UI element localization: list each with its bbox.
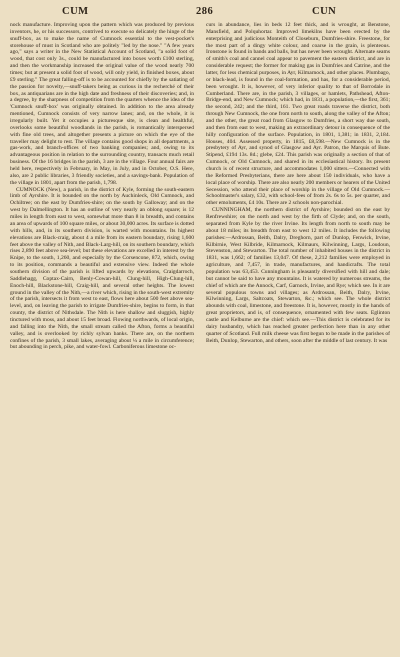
page-number: 286 (196, 6, 214, 17)
header-right-keyword: CUN (312, 6, 337, 17)
right-column (206, 22, 390, 654)
text-columns (10, 22, 390, 654)
paragraph: CUMNOCK (New), a parish, in the district of Kyle, forming the south-eastern limb of Ayrshire. It is bounded on the north by Auchinleck, Old Cumnock, and Ochiltree; on the east by Dumfries-shire; on the south by Galloway; and on the west by Dalmellington. It has an outline of very nearly an oblong square; is 12 miles in length from east to west, somewhat more than 8 in breadth, and contains an area of upwards of 100 square miles, or about 30,000 acres. Its surface is dotted with hills, and, in its southern division, is warted with mountains. Its highest elevations are Black-craig, about 4 a mile from its eastern boundary, rising 1,600 feet above the valley of Nith, and Black-Larg-hill, on its southern boundary, which rises 2,890 feet above sea-level; but these elevations are excelled in interest by the Knipe, to the south, 1,260, and especially by the Corsencone, 872, which, owing to its position, commands a beautiful and extensive view. Indeed the whole southern division of the parish is lifted upwards by elevations, Craigdarroch, Saddlehagg, Coptax-Cairn, Benly-Cowan-hill, Clung-hill, High-Clung-hill, Enoch-hill, Blackstone-hill, Craig-hill, and several other heights. The lowest ground in the valley of the Nith,—a river which, rising in the south-west extremity of the parish, intersects it from west to east, flows here about 500 feet above sea-level, and, on leaving the parish to irrigate Dumfries-shire, begins to form, in that county, the district of Nithsdale. The Nith is here shallow and sluggish, highly tinctured with moss, and about 15 feet broad. Flowing northwards, of local origin, and falling into the Nith, the small stream called the Afton, forms a beautiful valley, and is overlooked by richly sylvan banks. There are, on the northern confines of the parish, 3 small lakes, averaging about ¼ a mile in circumference; but abounding in perch, pike, and water-fowl. Carboniferous limestone oc- (10, 186, 194, 351)
paragraph: curs in abundance, lies in beds 12 feet thick, and is wrought, at Benstone, Mansfield, and Polquhortar. Improved limekilns have been erected by the enterprising and judicious Monteith of Closeburn, Dumfries-shire. Freestone, for the most part of a dingy white colour, and coarse in the grain, is plenteous. Ironstone is found in bands and balls, but has never been wrought. Alternate seams of smith's coal and cannel coal appear to pavement the eastern district, and are in considerable request; the former for making gas in Dumfries and Catrine, and the latter, for less chemical purposes, in Ayr, Kilmarnock, and other places. Plumbago, or black-lead, is found in the coal-formation, and has, for a considerable period, been wrought. It is, however, of very inferior quality to that of Borrodale in Cumberland. There are, in the parish, 3 villages, or hamlets, Pathshead, Afton-Bridge-end, and New Cumnock; which had, in 1831, a population,—the first, 361; the second, 242; and the third, 161. Two great roads traverse the district, both through New Cumnock, the one from north to south, along the valley of the Afton; and the other, the great road from Glasgow to Dumfries, a short way due south, and then from east to west, making an extraordinary detour in consequence of the hilly configuration of the surface. Population, in 1801, 1,381; in 1831, 2,184. Houses, 404. Assessed property, in 1815, £8,598.—New Cumnock is in the presbytery of Ayr, and synod of Glasgow and Ayr. Patron, the Marquis of Bute. Stipend, £194 13s. 8d.; glebe, £24. This parish was originally a section of that of Cumnock, or Old Cumnock, and shared in its ecclesiastical history. Its present church is of recent structure, and accommodates 1,000 sitters.—Connected with the Reformed Presbyterians, there are here about 150 individuals, who have a local place of worship. There are also nearly 200 members or hearers of the United Secession, who attend their place of worship in the village of Old Cumnock.—Schoolmaster's salary, £32, with school-fees of from 2s. 6s to 5s. per quarter, and other emoluments, £4 10s. There are 2 schools non-parochial. (206, 22, 390, 207)
left-column (10, 22, 194, 654)
header-left-keyword: CUM (62, 6, 89, 17)
running-header (10, 4, 390, 20)
paragraph: nock manufacture. Improving upon the pattern which was produced by previous inventors, he, or his successors, contrived to execute so delicately the hinge of the snuff-box, as to make the name of Cumnock essential to the vest-pocket's storehouse of must in Scotland who are politely "led by the nose." "A few years ago," says a writer in the New Statistical Account of Scotland, "a solid foot of wood, that cost only 3s., could be manufactured into boxes worth £100 sterling, and then the workmanship increased the original value of the wood nearly 700 times; but at present a solid foot of wood, will only yield, in finished boxes, about £9 sterling." The great falling-off is to be accounted for chiefly by the satiating of the passion for novelty,—snuff-takers being as curious in the recherché of their box, as antiquarians are in the high date and freshness of their discoveries; and, in a degree, by the sharpness of competition from the quarters whence the idea of the 'Cumnock snuff-box' was originally obtained. In addition to the area already mentioned, Cumnock consists of very narrow lanes; and, on the whole, it is irregularly built. Yet it occupies a picturesque site, is clean and healthful, overlooks some beautiful woodlands in the parish, is romantically interspersed with fine old trees, and altogether presents a picture on which the eye of the traveller may delight to rest. The village contains good shops in all departments, a gas-work, and branch-offices of two banking companies; and, owing to its advantageous position in relation to the surrounding country, transacts much retail business. Of the 16 bridges in the parish, 3 are in the village. Four annual fairs are held here, respectively in February, in May, in July, and in October, O.S. Here, also, are 2 public libraries, 3 friendly societies, and a savings-bank. Population of the village in 1801, apart from the parish, 1,798. (10, 22, 194, 186)
paragraph: CUNNINGHAM, the northern district of Ayrshire; bounded on the east by Renfrewshire; on the north and west by the firth of Clyde; and, on the south, separated from Kyle by the river Irvine. Its length from north to south may be about 18 miles; its breadth from east to west 12 miles. It includes the following parishes:—Ardrossan, Beith, Dalry, Dreghorn, part of Dunlop, Fenwick, Irvine, Kilbirnie, West Kilbride, Kilmarnock, Kilmaurs, Kilwinning, Largs, Loudoun, Stevenston, and Stewarton. The total number of inhabited houses in the district in 1831, was 1,662; of families 13,047. Of these, 2,212 families were employed in agriculture, and 7,457, in trade, manufactures, and handicrafts. The total population was 63,453. Cunningham is pleasantly diversified with hill and dale; but cannot be said to have any mountains. It is watered by numerous streams, the chief of which are the Annock, Carf, Garnock, Irvine, and Rye; which see. In it are several populous towns and villages; as Ardrossan, Beith, Dalry, Irvine, Kilwinning, Largs, Saltcoats, Stewarton, &c.; which see. The whole district abounds with coal, limestone, and freestone. It is, however, mostly in the hands of great proprietors, and is, of consequence, ornamented with few seats. Eglinton castle and Kelburne are the chief: which see.—This district is celebrated for its dairy husbandry, which has reached greater perfection here than in any other quarter of Scotland. Full milk cheese was first begun to be made in the parishes of Beith, Dunlop, Stewarton, and others, soon after the middle of last century. It was (206, 207, 390, 344)
